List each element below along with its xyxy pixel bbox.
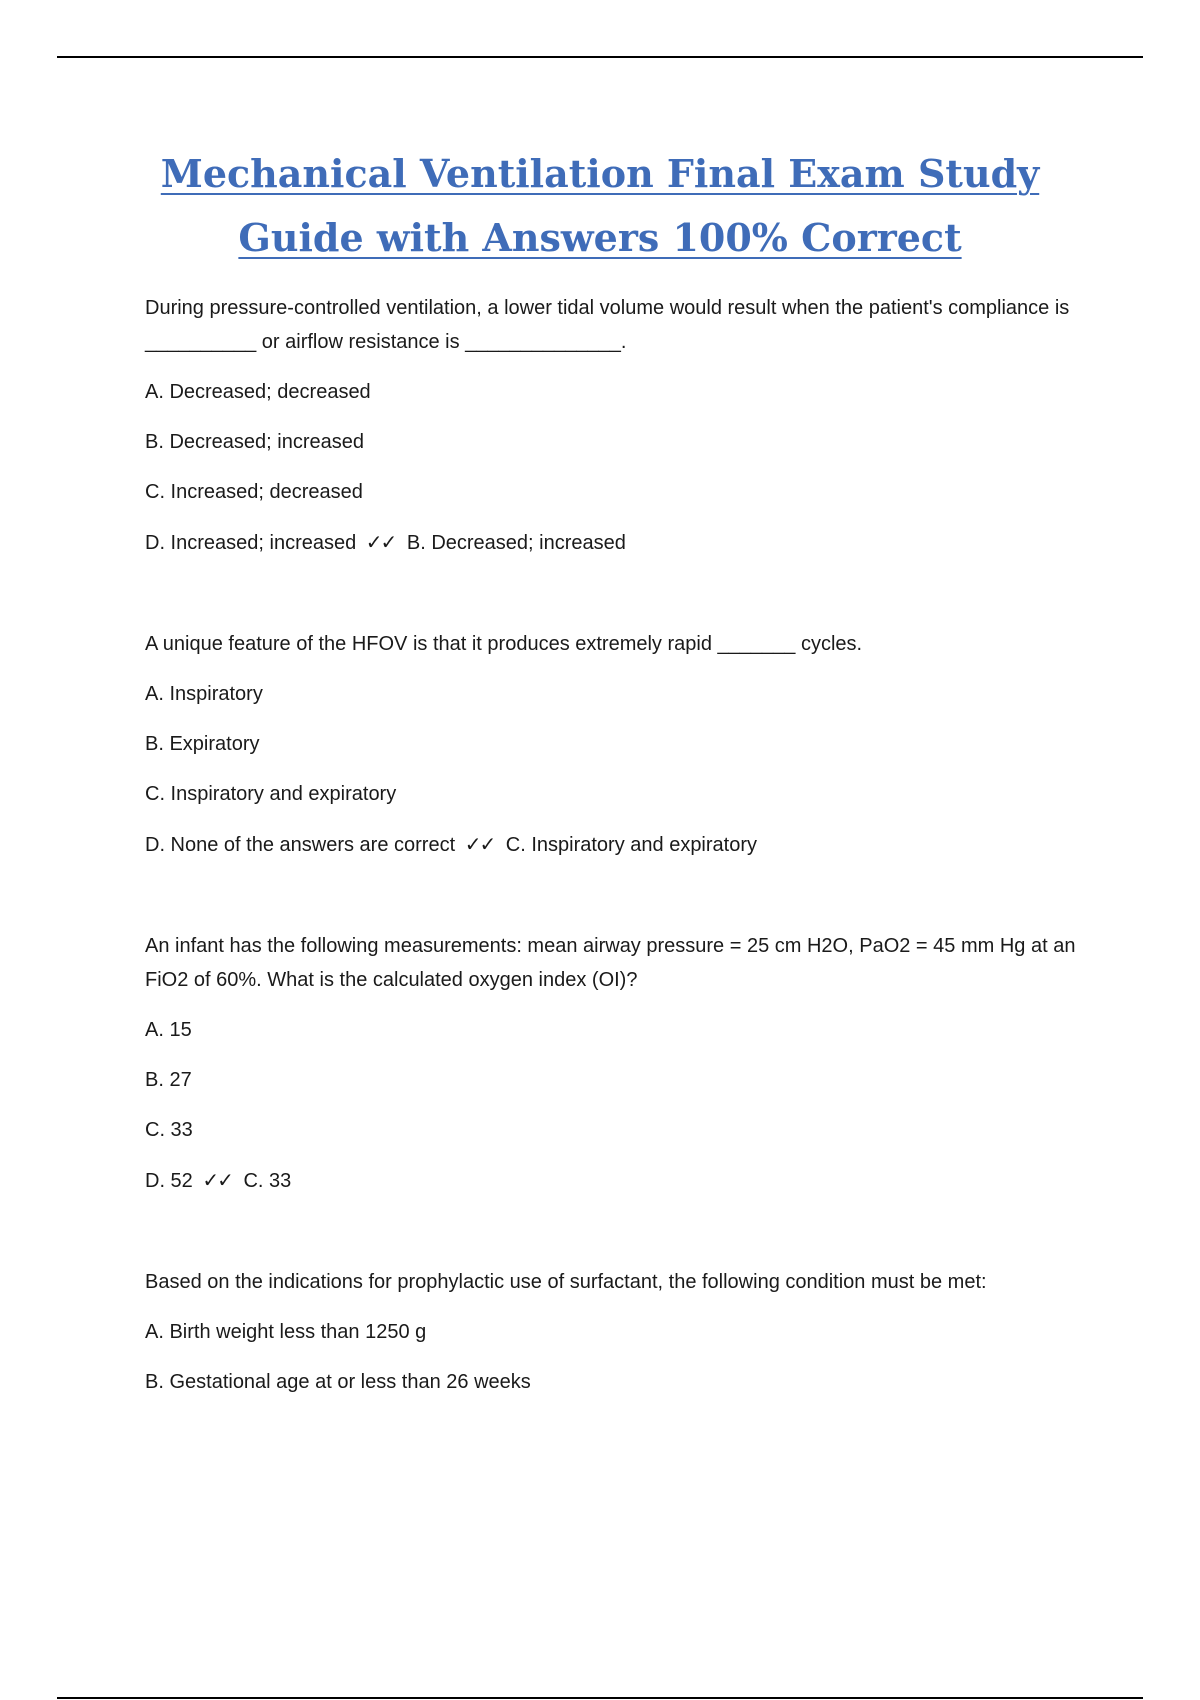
page-title [0, 142, 1200, 270]
option: A. Inspiratory [145, 683, 263, 705]
title-line-1: Mechanical Ventilation Final Exam Study [160, 151, 1040, 196]
check-mark-icon: ✓✓ [202, 1168, 232, 1192]
answer: B. Decreased; increased [406, 532, 626, 554]
option: D. Increased; increased [145, 532, 357, 554]
option: A. Birth weight less than 1250 g [145, 1321, 427, 1343]
option: A. 15 [145, 1019, 192, 1041]
answer: C. Inspiratory and expiratory [505, 834, 758, 856]
bottom-rule [57, 1697, 1143, 1699]
answer: C. 33 [243, 1170, 292, 1192]
question-text: During pressure-controlled ventilation, a lower tidal volume would result when the patient's compliance is __________ or airflow resistance is ______________. [145, 297, 1070, 353]
option: B. Decreased; increased [145, 431, 365, 453]
option: D. None of the answers are correct [145, 834, 456, 856]
option: B. Gestational age at or less than 26 weeks [145, 1371, 531, 1393]
question-text: An infant has the following measurements: mean airway pressure = 25 cm H2O, PaO2 = 45 mm Hg at an FiO2 of 60%. What is the calculated oxygen index (OI)? [145, 935, 1076, 991]
option-with-answer [145, 525, 1085, 560]
check-mark-icon: ✓✓ [365, 530, 396, 554]
question-text: A unique feature of the HFOV is that it produces extremely rapid _______ cycles. [145, 633, 863, 655]
question-list [145, 291, 1085, 1415]
title-line-2: Guide with Answers 100% Correct [238, 215, 962, 260]
option-with-answer [145, 1163, 1085, 1198]
option: A. Decreased; decreased [145, 381, 371, 403]
option-with-answer [145, 827, 1085, 862]
question-text: Based on the indications for prophylactic use of surfactant, the following condition must be met: [145, 1271, 987, 1293]
option: C. Inspiratory and expiratory [145, 783, 397, 805]
check-mark-icon: ✓✓ [464, 832, 495, 856]
option: C. Increased; decreased [145, 481, 363, 503]
option: B. 27 [145, 1069, 192, 1091]
option: B. Expiratory [145, 733, 260, 755]
top-rule [57, 56, 1143, 58]
option: D. 52 [145, 1170, 193, 1192]
option: C. 33 [145, 1119, 193, 1141]
